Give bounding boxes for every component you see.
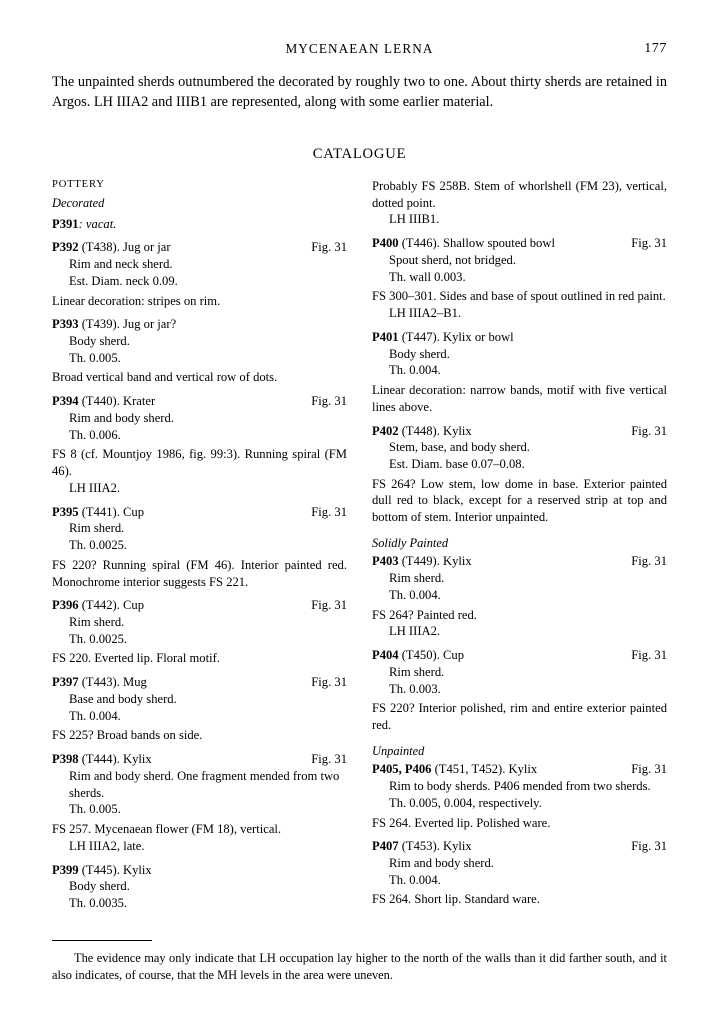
- entry-number: P402: [372, 423, 399, 438]
- entry-detail-line: Base and body sherd.: [69, 691, 177, 706]
- catalogue-entry: [52, 674, 347, 744]
- figure-reference: Fig. 31: [311, 394, 347, 409]
- right-column: [372, 178, 667, 908]
- section-subheading-solidly-painted: Solidly Painted: [372, 535, 449, 550]
- section-subheading-decorated: Decorated: [52, 196, 105, 211]
- entry-note: FS 257. Mycenaean flower (FM 18), vertical.: [52, 822, 282, 837]
- two-column-body: [52, 178, 667, 918]
- entry-detail-line: Rim and neck sherd.: [69, 257, 173, 272]
- figure-reference: Fig. 31: [311, 752, 347, 767]
- entry-detail-line: Est. Diam. neck 0.09.: [69, 273, 178, 288]
- entry-detail-line: Th. 0.004.: [389, 363, 441, 378]
- footnote-text: [52, 950, 667, 984]
- entry-detail-line: Th. 0.005, 0.004, respectively.: [389, 795, 542, 810]
- page-number: 177: [644, 41, 667, 56]
- entry-title: : vacat.: [78, 216, 117, 231]
- entry-detail-line: Rim sherd.: [389, 571, 445, 586]
- entry-header: [372, 838, 667, 855]
- entry-detail-line: Th. wall 0.003.: [389, 269, 466, 284]
- catalogue-entry: [52, 504, 347, 591]
- entry-header: [52, 216, 347, 233]
- entry-title: (T450). Cup: [398, 648, 465, 663]
- figure-reference: Fig. 31: [311, 504, 347, 519]
- catalogue-entry: [372, 647, 667, 734]
- entry-detail-line: Th. 0.005.: [69, 802, 121, 817]
- entry-period: LH IIIA2, late.: [69, 838, 145, 853]
- entry-detail-line: Th. 0.004.: [389, 872, 441, 887]
- catalogue-entry: [372, 329, 667, 416]
- entry-number: P397: [52, 675, 79, 690]
- entry-detail-line: Body sherd.: [389, 346, 450, 361]
- entry-detail-line: Rim and body sherd. One fragment mended from two sherds.: [69, 768, 340, 800]
- entry-note: FS 264. Everted lip. Polished ware.: [372, 815, 551, 830]
- running-head: [52, 41, 667, 57]
- footnote-separator: [52, 940, 152, 941]
- entry-detail-line: Rim sherd.: [389, 664, 445, 679]
- entry-detail-line: Th. 0.0025.: [69, 538, 128, 553]
- section-subheading-unpainted: Unpainted: [372, 743, 425, 758]
- catalogue-entry: [52, 751, 347, 854]
- entry-title: (T445). Kylix: [78, 862, 152, 877]
- entry-detail-line: Rim and body sherd.: [389, 855, 494, 870]
- entry-header: [372, 423, 667, 440]
- section-heading-pottery: POTTERY: [52, 179, 105, 190]
- entry-title: (T446). Shallow spouted bowl: [398, 236, 555, 251]
- catalogue-entry: [52, 316, 347, 386]
- entry-detail-line: Spout sherd, not bridged.: [389, 252, 516, 267]
- entry-header: [52, 751, 347, 768]
- entry-detail-line: Rim to body sherds. P406 mended from two sherds.: [389, 779, 651, 794]
- entry-note: Linear decoration: narrow bands, motif with five vertical lines above.: [372, 383, 667, 414]
- entry-title: (T451, T452). Kylix: [431, 762, 538, 777]
- entry-header: [372, 553, 667, 570]
- entry-header: [372, 761, 667, 778]
- entry-detail-line: Th. 0.0025.: [69, 631, 128, 646]
- entry-note: FS 300–301. Sides and base of spout outlined in red paint.: [372, 289, 666, 304]
- entry-detail-line: Th. 0.0035.: [69, 896, 128, 911]
- entry-number: P399: [52, 862, 79, 877]
- entry-detail-line: Body sherd.: [69, 879, 130, 894]
- entry-detail-line: Stem, base, and body sherd.: [389, 440, 530, 455]
- entry-title: (T448). Kylix: [398, 423, 472, 438]
- figure-reference: Fig. 31: [311, 675, 347, 690]
- entry-note-continued: Probably FS 258B. Stem of whorlshell (FM 23), vertical, dotted point.: [372, 179, 667, 210]
- entry-header: [372, 329, 667, 346]
- entry-header: [52, 597, 347, 614]
- entry-number: P404: [372, 648, 399, 663]
- catalogue-entry: [52, 862, 347, 912]
- catalogue-entry: [372, 838, 667, 908]
- entry-detail-line: Th. 0.004.: [389, 587, 441, 602]
- footnote-body: The evidence may only indicate that LH occupation lay higher to the north of the walls than it did farther south, and it also indicates, of course, that the MH levels in the area were uneven.: [52, 951, 667, 982]
- entry-number: P407: [372, 839, 399, 854]
- entry-period: LH IIIA2.: [389, 624, 441, 639]
- entry-header: [52, 674, 347, 691]
- figure-reference: Fig. 31: [311, 598, 347, 613]
- figure-reference: Fig. 31: [311, 240, 347, 255]
- entry-detail-line: Est. Diam. base 0.07–0.08.: [389, 457, 525, 472]
- entry-note: FS 264. Short lip. Standard ware.: [372, 892, 540, 907]
- entry-detail-line: Th. 0.003.: [389, 681, 441, 696]
- entry-header: [52, 239, 347, 256]
- entry-title: (T444). Kylix: [78, 752, 152, 767]
- catalogue-entry: [52, 597, 347, 667]
- entry-note: FS 220? Running spiral (FM 46). Interior painted red. Monochrome interior suggests FS 221.: [52, 557, 347, 589]
- entry-number: P405, P406: [372, 762, 432, 777]
- entry-title: (T438). Jug or jar: [78, 240, 171, 255]
- entry-title: (T439). Jug or jar?: [78, 317, 177, 332]
- entry-note: FS 8 (cf. Mountjoy 1986, fig. 99:3). Running spiral (FM 46).: [52, 447, 347, 479]
- entry-detail-line: Rim sherd.: [69, 521, 125, 536]
- entry-header: [372, 647, 667, 664]
- entry-title: (T441). Cup: [78, 504, 145, 519]
- entry-header: [52, 393, 347, 410]
- catalogue-entry: [52, 216, 347, 233]
- entry-title: (T442). Cup: [78, 598, 145, 613]
- catalogue-heading: CATALOGUE: [312, 146, 407, 162]
- figure-reference: Fig. 31: [631, 423, 667, 438]
- entry-number: P391: [52, 216, 79, 231]
- entry-note: FS 220? Interior polished, rim and entire exterior painted red.: [372, 701, 667, 733]
- catalogue-entry: [372, 423, 667, 526]
- entry-period: LH IIIA2.: [69, 480, 121, 495]
- entry-number: P392: [52, 240, 79, 255]
- entry-number: P403: [372, 554, 399, 569]
- entry-title: (T443). Mug: [78, 675, 147, 690]
- entry-note: Linear decoration: stripes on rim.: [52, 293, 221, 308]
- entry-title: (T440). Krater: [78, 394, 156, 409]
- entry-title: (T447). Kylix or bowl: [398, 329, 514, 344]
- figure-reference: Fig. 31: [631, 648, 667, 663]
- entry-number: P396: [52, 598, 79, 613]
- entry-number: P398: [52, 752, 79, 767]
- catalogue-entry: [52, 239, 347, 309]
- entry-title: (T453). Kylix: [398, 839, 472, 854]
- entry-note: FS 264? Low stem, low dome in base. Exterior painted dull red to black, except for a reserved strip at top and bottom of stem. Interior unpainted.: [372, 476, 667, 525]
- entry-note: Broad vertical band and vertical row of dots.: [52, 370, 278, 385]
- figure-reference: Fig. 31: [631, 839, 667, 854]
- figure-reference: Fig. 31: [631, 554, 667, 569]
- catalogue-entry: [52, 393, 347, 496]
- entry-period: LH IIIA2–B1.: [389, 306, 462, 321]
- entry-detail-line: Body sherd.: [69, 333, 130, 348]
- entry-header: [372, 235, 667, 252]
- entry-period: LH IIIB1.: [389, 212, 440, 227]
- catalogue-entry: [372, 553, 667, 640]
- entry-header: [52, 862, 347, 879]
- figure-reference: Fig. 31: [631, 236, 667, 251]
- entry-title: (T449). Kylix: [398, 554, 472, 569]
- entry-number: P401: [372, 329, 399, 344]
- entry-number: P393: [52, 317, 79, 332]
- intro-paragraph: The unpainted sherds outnumbered the decorated by roughly two to one. About thirty sherds are retained in Argos. LH IIIA2 and IIIB1 are represented, along with some earlier material.: [52, 74, 667, 111]
- entry-note: FS 225? Broad bands on side.: [52, 728, 203, 743]
- entry-number: P394: [52, 394, 79, 409]
- catalogue-entry: [372, 761, 667, 831]
- entry-detail-line: Th. 0.005.: [69, 350, 121, 365]
- left-column: [52, 178, 347, 912]
- entry-number: P400: [372, 236, 399, 251]
- catalogue-entry: [372, 235, 667, 322]
- entry-detail-line: Th. 0.006.: [69, 427, 121, 442]
- entry-note: FS 220. Everted lip. Floral motif.: [52, 651, 220, 666]
- entry-header: [52, 316, 347, 333]
- entry-detail-line: Th. 0.004.: [69, 708, 121, 723]
- entry-number: P395: [52, 504, 79, 519]
- entry-note: FS 264? Painted red.: [372, 607, 477, 622]
- entry-header: [52, 504, 347, 521]
- figure-reference: Fig. 31: [631, 762, 667, 777]
- entry-detail-line: Rim and body sherd.: [69, 410, 174, 425]
- page-running-title: MYCENAEAN LERNA: [285, 41, 434, 56]
- entry-detail-line: Rim sherd.: [69, 615, 125, 629]
